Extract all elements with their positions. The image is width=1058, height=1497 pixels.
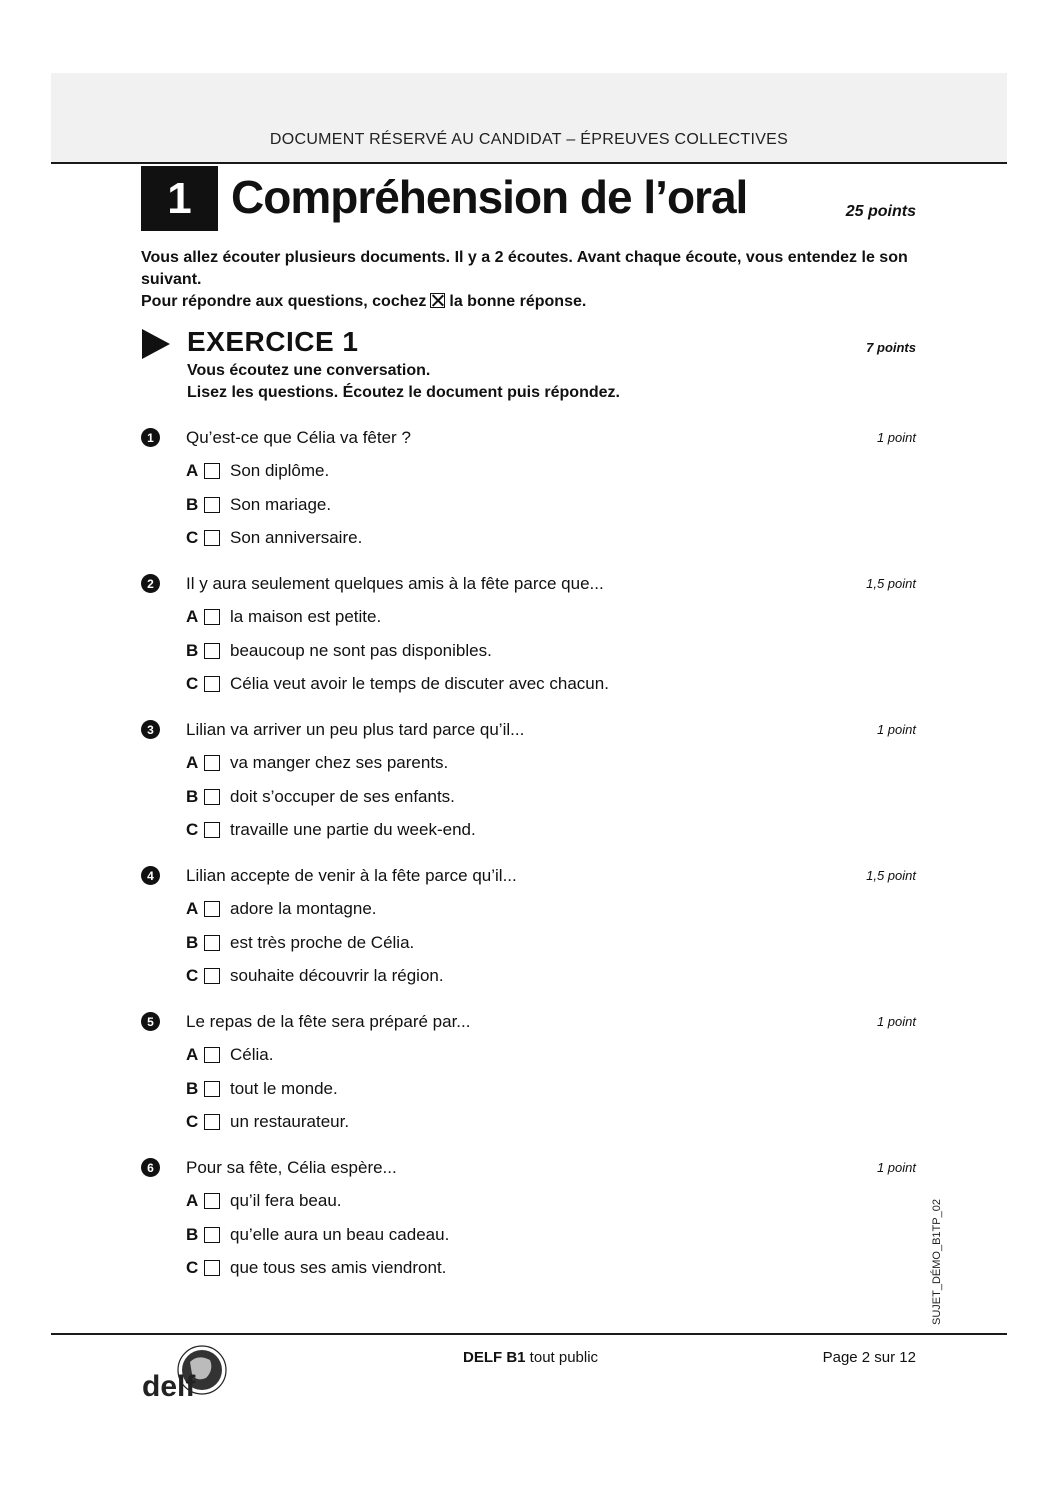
header-band — [51, 73, 1007, 164]
option-letter: C — [186, 1112, 199, 1131]
option-letter: B — [186, 787, 199, 806]
question-points: 1 point — [876, 1014, 916, 1029]
answer-checkbox[interactable] — [204, 901, 220, 917]
option-text: Célia veut avoir le temps de discuter avec chacun. — [230, 674, 609, 693]
option-b — [186, 1225, 449, 1245]
answer-checkbox[interactable] — [204, 1260, 220, 1276]
option-letter: B — [186, 641, 199, 660]
option-c — [186, 674, 609, 694]
question-points: 1 point — [876, 1160, 916, 1175]
option-text: Son mariage. — [230, 495, 332, 514]
option-b — [186, 641, 492, 661]
option-letter: B — [186, 1225, 199, 1244]
option-letter: B — [186, 495, 199, 514]
question-3 — [141, 720, 916, 850]
play-arrow-icon — [142, 329, 170, 359]
answer-checkbox[interactable] — [204, 643, 220, 659]
option-text: qu’il fera beau. — [230, 1191, 342, 1210]
question-4 — [141, 866, 916, 996]
option-letter: C — [186, 966, 199, 985]
option-b — [186, 495, 331, 515]
footer-divider — [51, 1333, 1007, 1335]
option-text: est très proche de Célia. — [230, 933, 415, 952]
answer-checkbox[interactable] — [204, 676, 220, 692]
option-b — [186, 933, 414, 953]
answer-checkbox[interactable] — [204, 530, 220, 546]
answer-checkbox[interactable] — [204, 935, 220, 951]
option-text: va manger chez ses parents. — [230, 753, 449, 772]
section-number: 1 — [141, 166, 218, 231]
option-letter: A — [186, 461, 199, 480]
exercise-title: EXERCICE 1 — [187, 326, 359, 357]
question-number-badge: 1 — [141, 428, 160, 447]
exam-level: DELF B1 — [463, 1349, 526, 1366]
option-text: travaille une partie du week-end. — [230, 820, 476, 839]
answer-checkbox[interactable] — [204, 968, 220, 984]
delf-logo-icon — [140, 1340, 230, 1404]
exam-audience: tout public — [525, 1349, 599, 1366]
intro-line-2-start: Pour répondre aux questions, cochez — [141, 293, 427, 310]
question-points: 1,5 point — [866, 868, 916, 883]
option-b — [186, 1079, 338, 1099]
option-text: la maison est petite. — [230, 607, 382, 626]
question-points: 1 point — [876, 430, 916, 445]
question-number-badge: 3 — [141, 720, 160, 739]
option-letter: A — [186, 1045, 199, 1064]
question-1 — [141, 428, 916, 558]
option-text: doit s’occuper de ses enfants. — [230, 787, 455, 806]
exercise-points: 7 points — [866, 340, 916, 355]
option-a — [186, 1191, 342, 1211]
question-text: Lilian accepte de venir à la fête parce qu’il... — [186, 866, 517, 885]
exercise-instruction-2: Lisez les questions. Écoutez le document puis répondez. — [187, 384, 620, 401]
answer-checkbox[interactable] — [204, 1081, 220, 1097]
page-number: Page 2 sur 12 — [822, 1349, 916, 1366]
option-text: Son diplôme. — [230, 461, 330, 480]
option-c — [186, 528, 362, 548]
answer-checkbox[interactable] — [204, 1193, 220, 1209]
header-text: DOCUMENT RÉSERVÉ AU CANDIDAT – ÉPREUVES COLLECTIVES — [269, 131, 789, 148]
option-a — [186, 899, 377, 919]
option-a — [186, 461, 329, 481]
option-c — [186, 1112, 349, 1132]
option-b — [186, 787, 455, 807]
answer-checkbox[interactable] — [204, 1114, 220, 1130]
question-6 — [141, 1158, 916, 1288]
option-text: Son anniversaire. — [230, 528, 363, 547]
option-letter: B — [186, 1079, 199, 1098]
option-letter: C — [186, 820, 199, 839]
option-letter: C — [186, 528, 199, 547]
question-text: Le repas de la fête sera préparé par... — [186, 1012, 471, 1031]
option-letter: A — [186, 899, 199, 918]
question-points: 1,5 point — [866, 576, 916, 591]
question-number-badge: 5 — [141, 1012, 160, 1031]
option-a — [186, 607, 381, 627]
exercise-instructions — [187, 360, 620, 404]
answer-checkbox[interactable] — [204, 789, 220, 805]
option-c — [186, 966, 444, 986]
option-a — [186, 753, 448, 773]
option-c — [186, 820, 476, 840]
option-letter: C — [186, 674, 199, 693]
answer-checkbox[interactable] — [204, 463, 220, 479]
question-number-badge: 6 — [141, 1158, 160, 1177]
answer-checkbox[interactable] — [204, 1227, 220, 1243]
question-text: Il y aura seulement quelques amis à la fête parce que... — [186, 574, 604, 593]
intro — [141, 247, 921, 313]
logo-wordmark: delf — [142, 1370, 196, 1403]
document-code: SUJET_DÉMO_B1TP_02 — [931, 1199, 943, 1325]
option-letter: C — [186, 1258, 199, 1277]
option-text: souhaite découvrir la région. — [230, 966, 444, 985]
option-text: un restaurateur. — [230, 1112, 350, 1131]
question-text: Pour sa fête, Célia espère... — [186, 1158, 397, 1177]
option-text: Célia. — [230, 1045, 274, 1064]
option-c — [186, 1258, 446, 1278]
question-points: 1 point — [876, 722, 916, 737]
option-text: adore la montagne. — [230, 899, 377, 918]
option-text: que tous ses amis viendront. — [230, 1258, 447, 1277]
section-points: 25 points — [845, 203, 916, 220]
option-text: qu’elle aura un beau cadeau. — [230, 1225, 450, 1244]
checked-box-icon — [430, 293, 445, 308]
question-text: Lilian va arriver un peu plus tard parce qu’il... — [186, 720, 525, 739]
option-text: tout le monde. — [230, 1079, 338, 1098]
intro-line-2-end: la bonne réponse. — [449, 293, 587, 310]
intro-line-1: Vous allez écouter plusieurs documents. Il y a 2 écoutes. Avant chaque écoute, vous entendez le son suivant. — [141, 249, 908, 288]
option-text: beaucoup ne sont pas disponibles. — [230, 641, 492, 660]
exercise-instruction-1: Vous écoutez une conversation. — [187, 362, 431, 379]
answer-checkbox[interactable] — [204, 822, 220, 838]
exam-name — [463, 1349, 598, 1366]
answer-checkbox[interactable] — [204, 1047, 220, 1063]
option-letter: A — [186, 1191, 199, 1210]
question-2 — [141, 574, 916, 704]
answer-checkbox[interactable] — [204, 497, 220, 513]
question-number-badge: 4 — [141, 866, 160, 885]
option-letter: A — [186, 607, 199, 626]
option-letter: B — [186, 933, 199, 952]
section-title: Compréhension de l’oral — [231, 171, 748, 223]
option-a — [186, 1045, 273, 1065]
answer-checkbox[interactable] — [204, 609, 220, 625]
question-text: Qu’est-ce que Célia va fêter ? — [186, 428, 411, 447]
intro-line-2 — [141, 291, 921, 313]
question-5 — [141, 1012, 916, 1142]
answer-checkbox[interactable] — [204, 755, 220, 771]
option-letter: A — [186, 753, 199, 772]
question-number-badge: 2 — [141, 574, 160, 593]
